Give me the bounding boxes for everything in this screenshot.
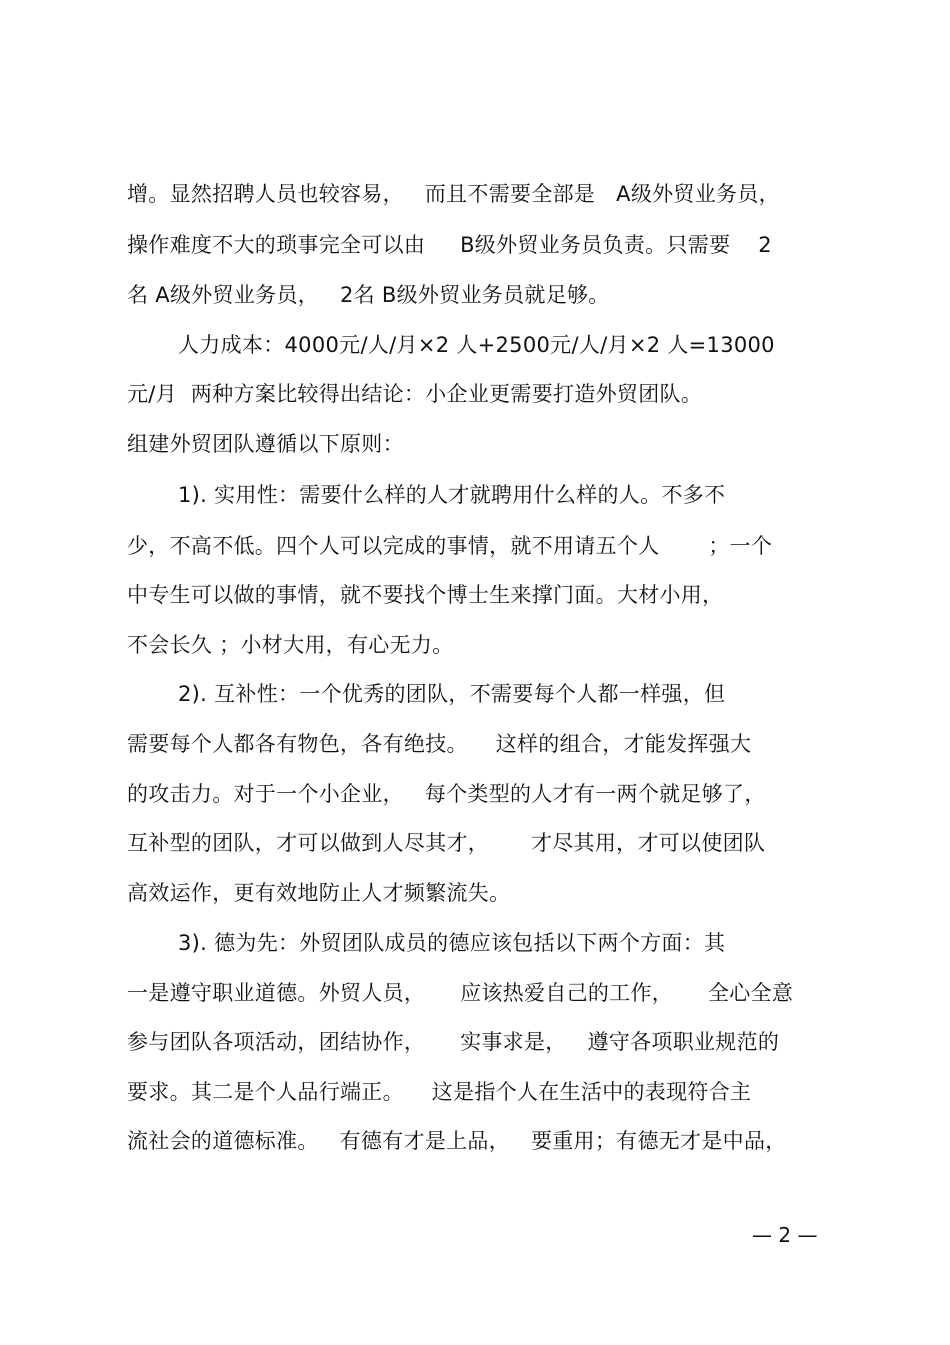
text-line: 2). 互补性：一个优秀的团队，不需要每个人都一样强，但 xyxy=(178,682,726,706)
text-line: 少，不高不低。四个人可以完成的事情，就不用请五个人 ；一个 xyxy=(127,534,773,558)
text-line: 流社会的道德标准。 有德有才是上品， 要重用；有德无才是中品， xyxy=(127,1129,787,1153)
text-line: 1). 实用性：需要什么样的人才就聘用什么样的人。不多不 xyxy=(178,483,726,507)
text-line: 操作难度不大的琐事完全可以由 B级外贸业务员负责。只需要 2 xyxy=(127,233,772,257)
text-line: 3). 德为先：外贸团队成员的德应该包括以下两个方面：其 xyxy=(178,931,726,955)
text-line: 要求。其二是个人品行端正。 这是指个人在生活中的表现符合主 xyxy=(127,1080,752,1104)
text-line: 的攻击力。对于一个小企业， 每个类型的人才有一两个就足够了， xyxy=(127,782,766,806)
text-line: 互补型的团队，才可以做到人尽其才， 才尽其用，才可以使团队 xyxy=(127,831,766,855)
text-line: 元/月 两种方案比较得出结论：小企业更需要打造外贸团队。 xyxy=(127,382,703,406)
text-line: 组建外贸团队遵循以下原则： xyxy=(127,432,404,456)
text-line: 一是遵守职业道德。外贸人员， 应该热爱自己的工作， 全心全意 xyxy=(127,981,794,1005)
text-line: 参与团队各项活动，团结协作， 实事求是， 遵守各项职业规范的 xyxy=(127,1030,780,1054)
text-line: 需要每个人都各有物色，各有绝技。 这样的组合，才能发挥强大 xyxy=(127,732,752,756)
text-line: 增。显然招聘人员也较容易， 而且不需要全部是 A级外贸业务员， xyxy=(127,182,780,206)
page-number: — 2 — xyxy=(752,1223,818,1247)
text-line: 名 A级外贸业务员， 2名 B级外贸业务员就足够。 xyxy=(127,283,610,307)
text-line: 人力成本：4000元/人/月×2 人+2500元/人/月×2 人=13000 xyxy=(178,333,775,357)
text-line: 高效运作，更有效地防止人才频繁流失。 xyxy=(127,881,511,905)
text-line: 中专生可以做的事情，就不要找个博士生来撑门面。大材小用， xyxy=(127,583,724,607)
text-line: 不会长久 ；小材大用，有心无力。 xyxy=(127,633,454,657)
